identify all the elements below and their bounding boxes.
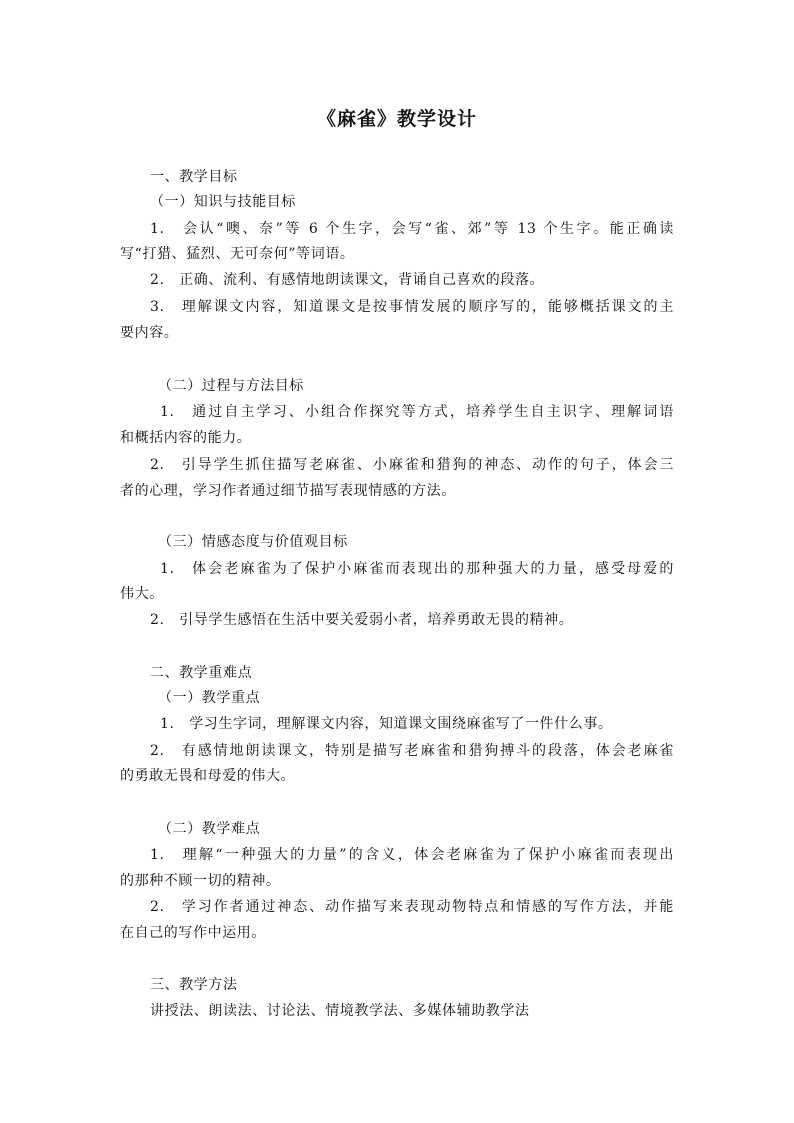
paragraph-line: 和概括内容的能力。 — [120, 430, 252, 446]
paragraph-line: 1. 学习生字词，理解课文内容，知道课文围绕麻雀写了一件什么事。 — [160, 716, 613, 732]
subsection-heading-key-points: （一）教学重点 — [158, 690, 261, 706]
paragraph-line: 讲授法、朗读法、讨论法、情境教学法、多媒体辅助教学法 — [150, 1003, 530, 1019]
section-heading-teaching-objectives: 一、教学目标 — [150, 169, 238, 185]
paragraph-line: 者的心理，学习作者通过细节描写表现情感的方法。 — [120, 483, 456, 499]
paragraph-line: 1. 会认“噢、奈”等 6 个生字，会写“雀、郊”等 13 个生字。能正确读 — [150, 221, 674, 237]
paragraph-line: 1. 通过自主学习、小组合作探究等方式，培养学生自主识字、理解词语 — [160, 404, 674, 420]
paragraph-line: 2. 正确、流利、有感情地朗读课文，背诵自己喜欢的段落。 — [150, 272, 545, 288]
section-heading-teaching-methods: 三、教学方法 — [150, 977, 238, 993]
subsection-heading-process-methods: （二）过程与方法目标 — [158, 378, 304, 394]
subsection-heading-difficult-points: （二）教学难点 — [158, 821, 261, 837]
paragraph-line: 2. 学习作者通过神态、动作描写来表现动物特点和情感的写作方法，并能 — [150, 899, 674, 915]
paragraph-line: 要内容。 — [120, 325, 179, 341]
paragraph-line: 2. 引导学生抓住描写老麻雀、小麻雀和猎狗的神态、动作的句子，体会三 — [150, 457, 674, 473]
paragraph-line: 2. 有感情地朗读课文，特别是描写老麻雀和猎狗搏斗的段落，体会老麻雀 — [150, 743, 674, 759]
paragraph-line: 的勇敢无畏和母爱的伟大。 — [120, 768, 296, 784]
paragraph-line: 1. 体会老麻雀为了保护小麻雀而表现出的那种强大的力量，感受母爱的 — [160, 561, 674, 577]
paragraph-line: 伟大。 — [120, 586, 164, 602]
paragraph-line: 2. 引导学生感悟在生活中要关爱弱小者，培养勇敢无畏的精神。 — [150, 612, 574, 628]
paragraph-line: 3. 理解课文内容，知道课文是按事情发展的顺序写的，能够概括课文的主 — [150, 299, 674, 315]
paragraph-line: 在自己的写作中运用。 — [120, 925, 266, 941]
paragraph-line: 1. 理解“一种强大的力量”的含义，体会老麻雀为了保护小麻雀而表现出 — [150, 847, 674, 863]
document-title: 《麻雀》教学设计 — [316, 108, 477, 130]
subsection-heading-emotion-values: （三）情感态度与价值观目标 — [158, 534, 348, 550]
section-heading-key-difficult-points: 二、教学重难点 — [150, 665, 253, 681]
paragraph-line: 写“打猎、猛烈、无可奈何”等词语。 — [120, 246, 355, 262]
subsection-heading-knowledge-skills: （一）知识与技能目标 — [150, 194, 296, 210]
paragraph-line: 的那种不顾一切的精神。 — [120, 873, 281, 889]
